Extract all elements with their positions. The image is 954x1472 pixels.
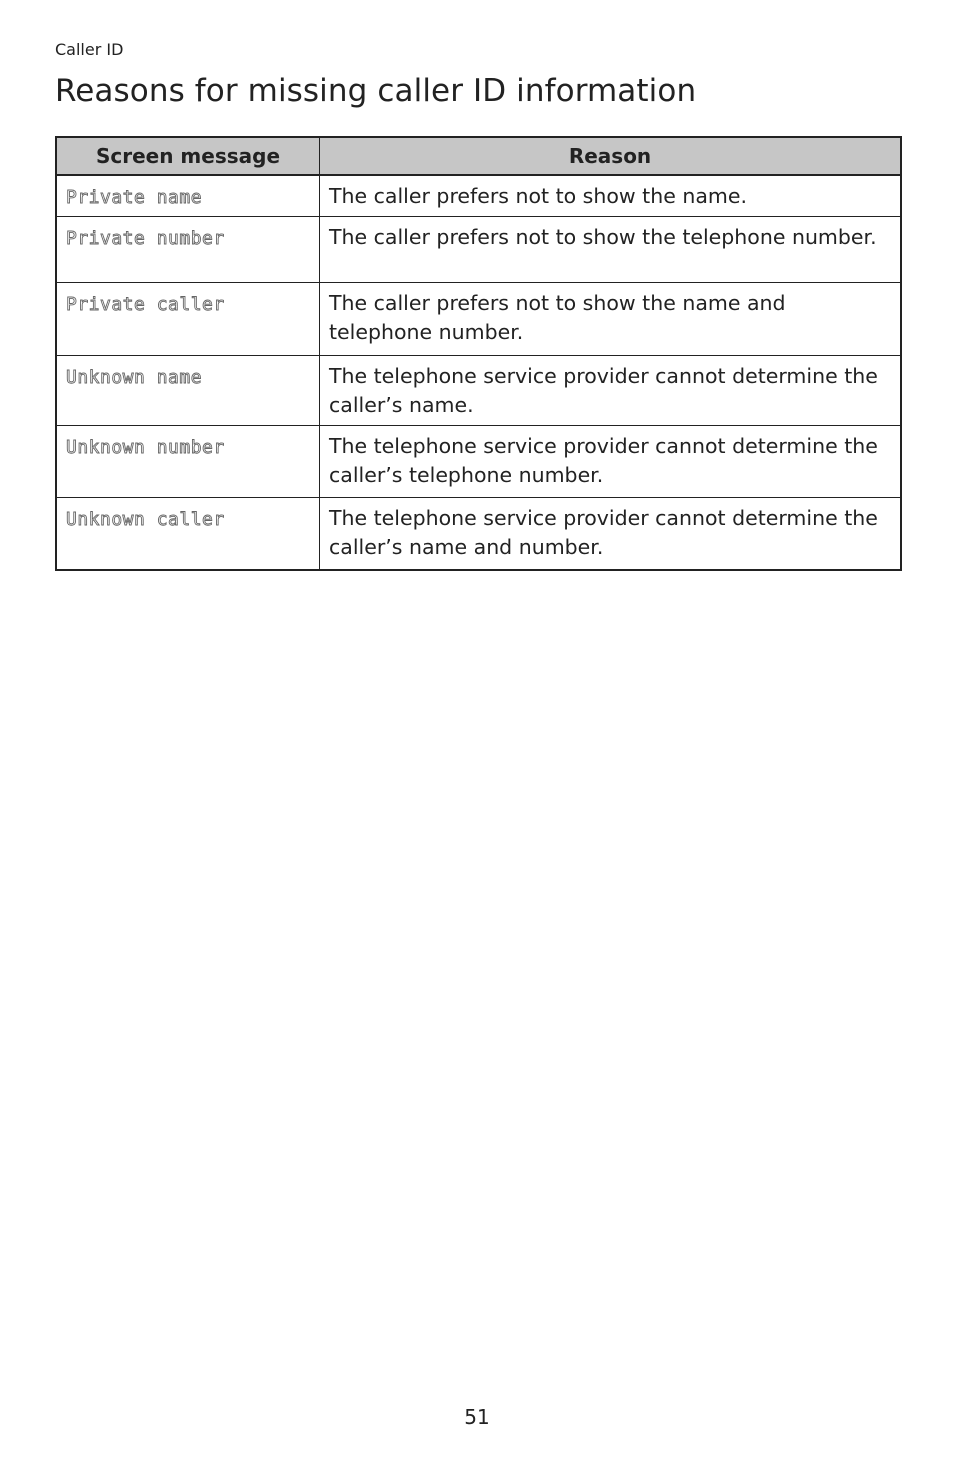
section-label: Caller ID [55, 40, 124, 59]
page-number: 51 [464, 1405, 490, 1429]
message-cell [56, 426, 320, 498]
message-cell [56, 283, 320, 356]
header-screen-message: Screen message [56, 137, 320, 175]
page-title: Reasons for missing caller ID information [55, 73, 697, 109]
screen-message: Unknown caller [66, 509, 225, 530]
reason-cell: The telephone service provider cannot determine the caller’s name and number. [320, 498, 902, 570]
table-header-row [56, 137, 901, 175]
reason-cell: The telephone service provider cannot determine the caller’s name. [320, 356, 902, 426]
table-row [56, 426, 901, 498]
reason-cell: The telephone service provider cannot determine the caller’s telephone number. [320, 426, 902, 498]
screen-message: Unknown name [66, 367, 203, 388]
screen-message: Private name [66, 187, 203, 208]
table-row [56, 175, 901, 217]
reason-cell: The caller prefers not to show the telephone number. [320, 217, 902, 283]
screen-message: Private number [66, 228, 225, 249]
table-row [56, 217, 901, 283]
table-row [56, 356, 901, 426]
message-cell [56, 498, 320, 570]
table-row [56, 283, 901, 356]
header-reason: Reason [320, 137, 902, 175]
message-cell [56, 356, 320, 426]
message-cell [56, 175, 320, 217]
screen-message: Unknown number [66, 437, 225, 458]
table-row [56, 498, 901, 570]
reason-cell: The caller prefers not to show the name. [320, 175, 902, 217]
screen-message: Private caller [66, 294, 225, 315]
reason-cell: The caller prefers not to show the name and telephone number. [320, 283, 902, 356]
caller-id-reasons-table [55, 136, 902, 571]
message-cell [56, 217, 320, 283]
